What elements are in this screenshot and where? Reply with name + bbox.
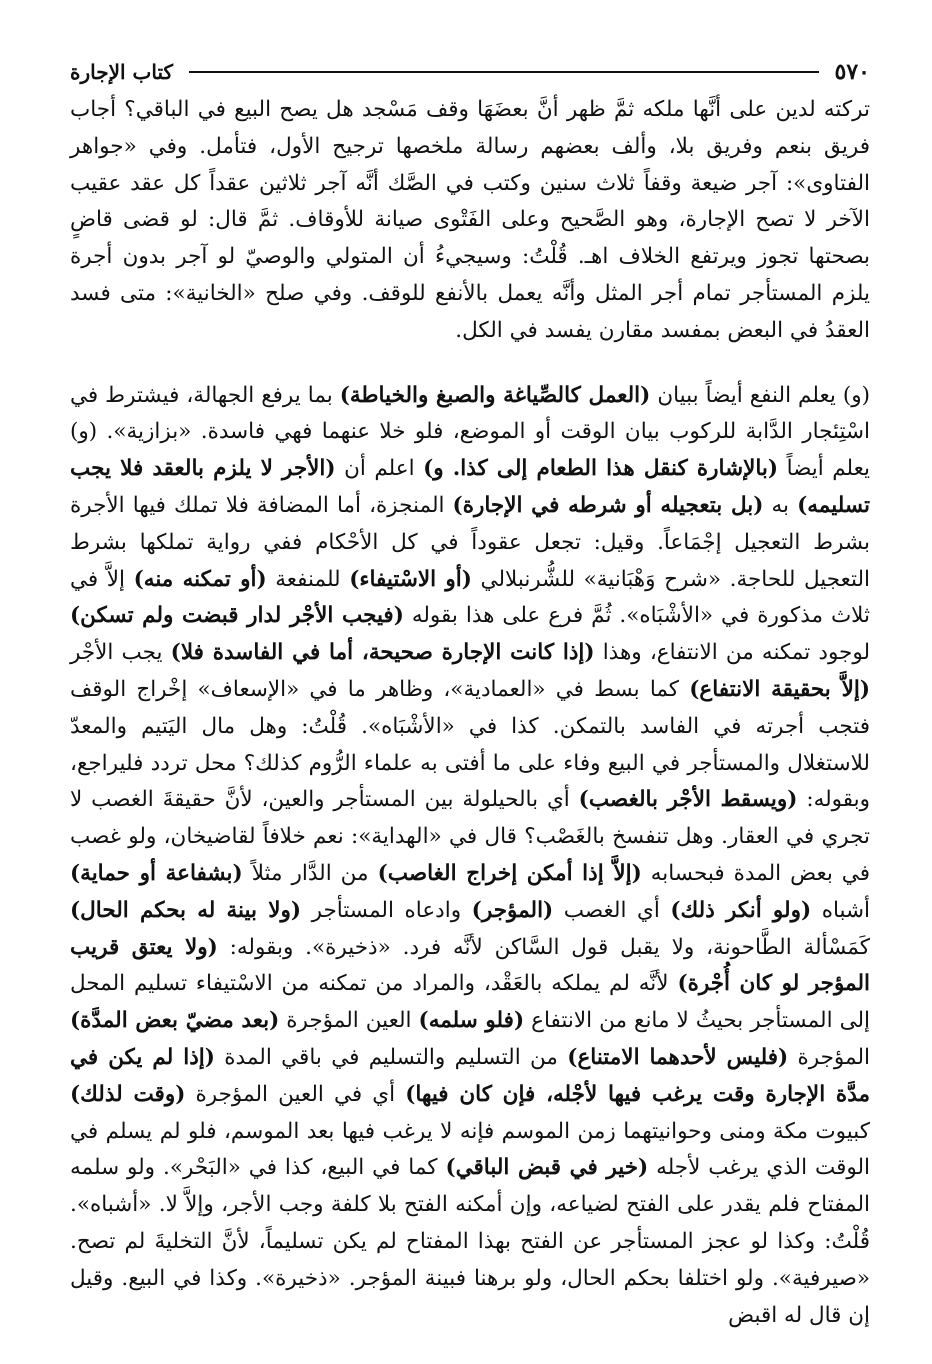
commentary-text: كبيوت مكة ومنى وحوانيتهما زمن الموسم فإنه لا يرغب فيها بعد الموسم، فلو لم يسلم في الوقت الذي يرغب لأجله — [70, 1118, 870, 1181]
paragraph — [70, 92, 870, 350]
matn-quote: (ولا بينة له بحكم الحال) — [70, 897, 302, 923]
commentary-text: (و) يعلم النفع أيضاً ببيان — [650, 382, 870, 408]
matn-quote: (إذا لم يكن في مدَّة الإجارة وقت يرغب فيها لأجْله، فإن كان فيها) — [70, 1044, 870, 1107]
commentary-text: لوجود تمكنه من الانتفاع، وهذا — [594, 640, 870, 666]
commentary-text: من التسليم والتسليم في باقي المدة — [214, 1044, 568, 1070]
commentary-text: تركته لدين على أنَّها ملكه ثمَّ ظهر أنَّ بعضَهَا وقف مَسْجد هل يصح البيع في الباقي؟ أجاب فريق بنعم وفريق بلا، وألف بعضهم رسالة ملخصها ترجيح الأول، فتأمل. وفي «جواهر الفتاوى»: آجر ضيعة وقفاً ثلاث سنين وكتب في الصَّك أنَّه آجر ثلاثين عقداً كل عقد عقيب الآخر لا تصح الإجارة، وهو الصَّحيح وعلى الفَتْوى صيانة للأوقاف. ثمَّ قال: لو قضى قاضٍ بصحتها تجوز ويرتفع الخلاف اهـ. قُلْتُ: وسيجيءُ أن المتولي والوصيّ لو آجر بدون أجرة يلزم المستأجر تمام أجر المثل وأنَّه يعمل بالأنفع للوقف. وفي صلح «الخانية»: متى فسد العقدُ في البعض بمفسد مقارن يفسد في الكل. — [70, 97, 870, 343]
commentary-text: أشباه — [811, 897, 870, 923]
commentary-text: العين المؤجرة — [279, 1008, 419, 1034]
commentary-text: به — [763, 492, 798, 518]
paragraph — [70, 378, 870, 1335]
matn-quote: (الأجر لا يلزم بالعقد فلا يجب تسليمه) — [70, 456, 871, 518]
commentary-text: كَمَسْألة الطَّاحونة، ولا يقبل قول السَّاكن لأنَّه فرد. «ذخيرة». وبقوله: — [217, 934, 870, 960]
matn-quote: (العمل كالصِّياغة والصبغ والخياطة) — [339, 382, 651, 408]
matn-quote: (إذا كانت الإجارة صحيحة، أما في الفاسدة فلا) — [170, 640, 595, 666]
commentary-text: كما في البيع، كذا في «البَحْر». ولو سلمه المفتاح فلم يقدر على الفتح لضياعه، وإن أمكنه الفتح بلا كلفة وجب الأجر، وإلاَّ لا. «أشباه». قُلْتُ: وكذا لو عجز المستأجر عن الفتح بهذا المفتاح لم يكن تسليماً، لأنَّ التخليةَ لم تصح. «صيرفية». ولو اختلفا بحكم الحال، ولو برهنا فبينة المؤجر. «ذخيرة». وكذا في البيع. وقيل إن قال له اقبض — [70, 1155, 870, 1328]
matn-quote: (فليس لأحدهما الامتناع) — [567, 1044, 789, 1070]
commentary-text: المؤجرة — [788, 1044, 870, 1070]
page-number: ٥٧٠ — [834, 59, 870, 85]
matn-quote: (ولا يعتق قريب المؤجر لو كان أُجْرة) — [70, 934, 871, 997]
matn-quote: (بعد مضيّ بعض المدَّة) — [70, 1008, 280, 1034]
commentary-text: لأنَّه لم يملكه بالعَقْد، والمراد من تمكنه من الاسْتيفاء تسليم المحل إلى المستأجر بحيثُ لا مانع من الانتفاع — [70, 971, 871, 1034]
matn-quote: (فيجب الأجْر لدار قبضت ولم تسكن) — [70, 603, 404, 629]
matn-quote: (إلاَّ بحقيقة الانتفاع) — [689, 676, 870, 702]
matn-quote: (إلاَّ إذا أمكن إخراج الغاصب) — [377, 860, 642, 886]
commentary-text: إلاَّ في ثلاث مذكورة في «الأشْبَاه». ثُمَّ فرع على هذا بقوله — [70, 566, 870, 629]
matn-quote: (خير في قبض الباقي) — [445, 1155, 649, 1181]
commentary-text: للمنفعة — [266, 566, 350, 592]
paragraph-gap — [70, 350, 870, 378]
commentary-text: اعلم أن — [335, 456, 424, 482]
commentary-text: كما بسط في «العمادية»، وظاهر ما في «الإسعاف» إخْراج الوقف فتجب أجرته في الفاسد بالتمكن. كذا في «الأشْبَاه». قُلْتُ: وهل مال اليَتيم والمعدّ للاستغلال والمستأجر في البيع وفاء على ما أفتى به علماء الرُّوم كذلك؟ محل تردد فليراجع، وبقوله: — [70, 676, 871, 813]
commentary-text: وادعاه المستأجر — [301, 897, 472, 923]
commentary-text: أي الغصب — [553, 897, 671, 923]
commentary-text: أي بالحيلولة بين المستأجر والعين، لأنَّ حقيقةَ الغصب لا تجري في العقار. وهل تنفسخ بالغَصْب؟ قال في «الهداية»: نعم خلافاً لقاضيخان، ولو غصب في بعض المدة فبحسابه — [70, 787, 870, 886]
chapter-title: كتاب الإجارة — [70, 60, 173, 84]
matn-quote: (المؤجر) — [471, 897, 554, 923]
matn-quote: (أو تمكنه منه) — [133, 566, 267, 592]
matn-quote: (أو الاسْتيفاء) — [349, 566, 472, 592]
commentary-text: أي في العين المؤجرة — [185, 1081, 406, 1107]
running-header — [70, 52, 870, 92]
matn-quote: (ولو أنكر ذلك) — [670, 897, 812, 923]
matn-quote: (بل بتعجيله أو شرطه في الإجارة) — [452, 492, 764, 518]
matn-quote: (وقت لذلك) — [70, 1081, 186, 1107]
matn-quote: (فلو سلمه) — [418, 1008, 525, 1034]
matn-quote: (ويسقط الأجْر بالغصب) — [578, 787, 798, 813]
commentary-text: بما يرفع الجهالة، فيشترط في اسْتِئجار الدَّابة للركوب بيان الوقت أو الموضع، فلو خلا عنهما فهي فاسدة. «بزازية». (و) يعلم أيضاً — [70, 382, 871, 482]
header-rule — [189, 71, 819, 73]
commentary-text: يجب الأجْر — [70, 640, 171, 666]
body-text — [70, 92, 870, 1334]
matn-quote: (بالإشارة كنقل هذا الطعام إلى كذا. و) — [423, 456, 779, 482]
commentary-text: من الدَّار مثلاً — [242, 860, 378, 886]
matn-quote: (بشفاعة أو حماية) — [70, 860, 243, 886]
commentary-text: المنجزة، أما المضافة فلا تملك فيها الأجرة بشرط التعجيل إجْمَاعاً. وقيل: تجعل عقوداً في كل الأحْكام ففي رواية تملكها بشرط التعجيل للحاجة. «شرح وَهْبَانية» للشُّرنبلالي — [70, 492, 870, 592]
